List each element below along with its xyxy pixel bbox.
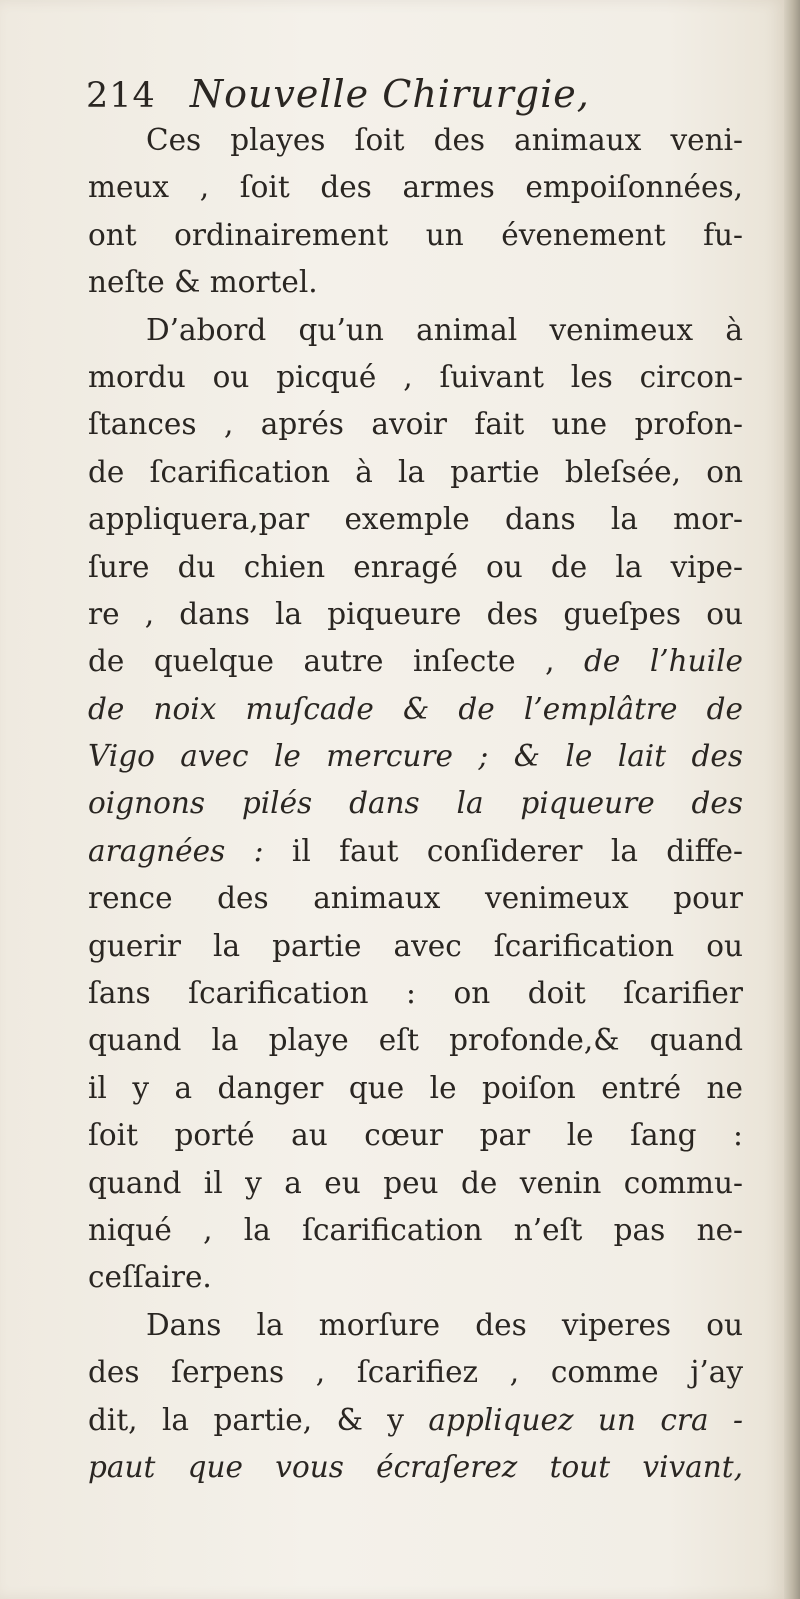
text-line: re , dans la piqueure des gueſpes ou: [88, 596, 743, 631]
text-line: ſans ſcarification : on doit ſcarifier: [88, 976, 743, 1011]
text-line: ſure du chien enragé ou de la vipe-: [88, 549, 743, 584]
text-line: niqué , la ſcarification n’eſt pas ne-: [88, 1212, 743, 1247]
text-line: ont ordinairement un évenement fu-: [88, 217, 743, 252]
text-line: D’abord qu’un animal venimeux à: [146, 312, 743, 347]
italic-segment: Vigo avec le mercure ;: [88, 739, 489, 774]
text-line: oignons pilés dans la piqueure des: [88, 786, 743, 821]
text-line: Dans la morſure des viperes ou: [146, 1307, 743, 1342]
italic-segment: appliquez un cra -: [428, 1402, 743, 1437]
text-line: ſtances , aprés avoir fait une profon-: [88, 407, 743, 442]
text-line: [88, 828, 743, 875]
text-segment: de quelque autre inſecte ,: [88, 644, 555, 679]
text-line: de noix muſcade & de l’emplâtre de: [88, 691, 743, 726]
running-head: Nouvelle Chirurgie,: [189, 72, 590, 116]
text-line: quand la playe eſt profonde,& quand: [88, 1023, 743, 1058]
text-line: des ſerpens , ſcarifiez , comme j’ay: [88, 1355, 743, 1390]
text-line: mordu ou picqué , ſuivant les circon-: [88, 359, 743, 394]
page-edge: [784, 0, 800, 1599]
text-line: [88, 1397, 743, 1444]
text-line: Ces playes ſoit des animaux veni-: [146, 123, 743, 157]
italic-segment: aragnées :: [88, 833, 264, 868]
text-line: ſoit porté au cœur par le ſang :: [88, 1118, 743, 1153]
text-line: paut que vous écraſerez tout vivant,: [88, 1449, 743, 1484]
text-line: appliquera,par exemple dans la mor-: [88, 502, 743, 537]
text-line: de ſcarification à la partie bleſsée, on: [88, 454, 743, 489]
text-line: meux , ſoit des armes empoiſonnées,: [88, 170, 743, 205]
italic-segment: & le lait des: [513, 739, 743, 774]
text-line: il y a danger que le poiſon entré ne: [88, 1070, 743, 1105]
italic-segment: de l’huile: [584, 644, 743, 679]
text-line: quand il y a eu peu de venin commu-: [88, 1165, 743, 1200]
text-segment: il faut conſiderer la diffe-: [291, 833, 743, 868]
text-segment: dit, la partie, & y: [88, 1402, 404, 1437]
page-number: 214: [86, 76, 156, 116]
text-line: guerir la partie avec ſcarification ou: [88, 928, 743, 963]
text-line: ceſſaire.: [88, 1260, 212, 1295]
text-line: [88, 733, 743, 780]
text-line: [88, 638, 743, 685]
text-line: neſte & mortel.: [88, 265, 318, 300]
body-text: [88, 117, 743, 1491]
text-line: rence des animaux venimeux pour: [88, 881, 743, 916]
